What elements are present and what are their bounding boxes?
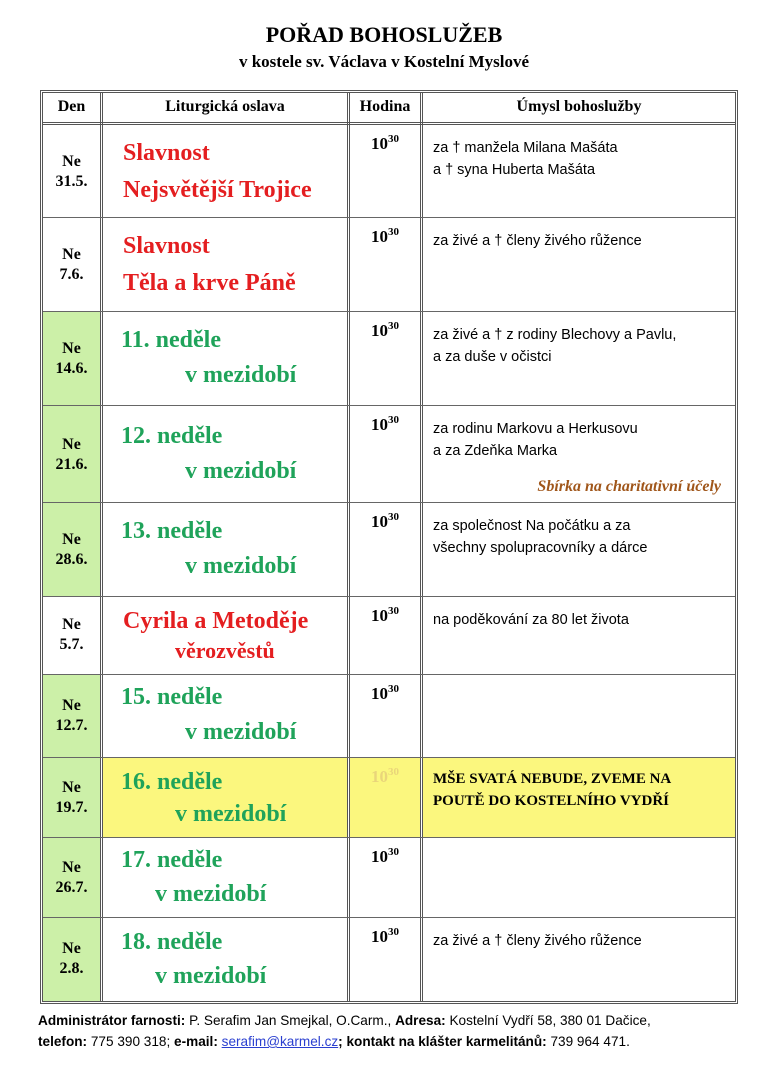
mass-time: $10^{30}$ (371, 226, 399, 246)
day-label: Ne (62, 859, 81, 876)
table-row (43, 503, 735, 597)
mass-intention: za živé a † z rodiny Blechovy a Pavlu, a za duše v očistci (433, 327, 677, 365)
mass-time: $10^{30}$ (371, 846, 399, 866)
liturgy-line2: věrozvěstů (175, 638, 275, 663)
column-header-hodina: Hodina (359, 98, 411, 115)
liturgy-line2: Těla a krve Páně (123, 270, 296, 296)
mass-intention: za živé a † členy živého růžence (433, 933, 642, 949)
table-row (43, 406, 735, 503)
table-row (43, 597, 735, 675)
day-label: Ne (62, 940, 81, 957)
email-link[interactable]: serafim@karmel.cz (221, 1034, 339, 1049)
footer-line-1 (38, 1010, 738, 1031)
liturgy-line1: 15. neděle (121, 684, 223, 710)
phone-value: 775 390 318; (90, 1034, 171, 1049)
mass-time: $10^{30}$ (371, 320, 399, 340)
day-label: Ne (62, 616, 81, 633)
date-label: 12.7. (55, 717, 88, 734)
liturgy-line1: 18. neděle (121, 929, 223, 955)
liturgy-line2: v mezidobí (175, 801, 287, 827)
admin-value: P. Serafim Jan Smejkal, O.Carm., (189, 1013, 392, 1028)
liturgy-line1: Cyrila a Metoděje (123, 608, 309, 634)
date-label: 5.7. (59, 636, 84, 653)
liturgy-line2: v mezidobí (155, 963, 267, 989)
date-label: 28.6. (55, 551, 88, 568)
table-row (43, 675, 735, 758)
mass-time: $10^{30}$ (371, 926, 399, 946)
liturgy-line1: Slavnost (123, 233, 210, 259)
mass-intention: za † manžela Milana Mašáta a † syna Huberta Mašáta (433, 140, 618, 178)
liturgy-line1: 17. neděle (121, 847, 223, 873)
mass-time: $10^{30}$ (371, 414, 399, 434)
mass-time: $10^{30}$ (371, 605, 399, 625)
mass-intention: na poděkování za 80 let života (433, 612, 629, 628)
footer-line-2: telefon: 775 390 318; e-mail: serafim@karmel.cz; kontakt na klášter karmelitánů: 739 964 471. (38, 1034, 630, 1049)
table-row (43, 918, 735, 1001)
day-label: Ne (62, 697, 81, 714)
address-value: Kostelní Vydří 58, 380 01 Dačice, (449, 1013, 651, 1028)
date-label: 14.6. (55, 360, 88, 377)
day-label: Ne (62, 340, 81, 357)
mass-intention: za živé a † členy živého růžence (433, 233, 642, 249)
column-header-liturgicka-oslava: Liturgická oslava (165, 98, 285, 115)
liturgy-line2: Nejsvětější Trojice (123, 177, 312, 203)
date-label: 31.5. (55, 173, 88, 190)
email-label: e-mail: (174, 1034, 218, 1049)
date-label: 19.7. (55, 799, 88, 816)
date-label: 26.7. (55, 879, 88, 896)
liturgy-line1: 12. neděle (121, 423, 223, 449)
date-label: 2.8. (59, 960, 84, 977)
collection-note: Sbírka na charitativní účely (537, 478, 721, 495)
footer-contact (38, 1010, 738, 1052)
column-header-umysl: Úmysl bohoslužby (516, 98, 642, 115)
day-label: Ne (62, 531, 81, 548)
contact-label: kontakt na klášter karmelitánů: (346, 1034, 547, 1049)
page-title: POŘAD BOHOSLUŽEB (265, 22, 503, 47)
day-label: Ne (62, 246, 81, 263)
table-row (43, 218, 735, 312)
date-label: 21.6. (55, 456, 88, 473)
liturgy-line2: v mezidobí (185, 553, 297, 579)
phone-label: telefon: (38, 1034, 88, 1049)
table-row (43, 758, 735, 838)
day-label: Ne (62, 436, 81, 453)
table-row (43, 125, 735, 218)
table-header (43, 93, 735, 125)
day-label: Ne (62, 779, 81, 796)
day-label: Ne (62, 153, 81, 170)
mass-cancelled-notice: MŠE SVATÁ NEBUDE, ZVEME NA POUTĚ DO KOSTELNÍHO VYDŘÍ (433, 771, 672, 809)
address-label: Adresa: (395, 1013, 446, 1028)
schedule-table (40, 90, 738, 1004)
liturgy-line1: 13. neděle (121, 518, 223, 544)
admin-label: Administrátor farnosti: (38, 1013, 186, 1028)
mass-time: $10^{30}$ (371, 133, 399, 153)
liturgy-line2: v mezidobí (155, 881, 267, 907)
mass-intention: za společnost Na počátku a za všechny spolupracovníky a dárce (433, 518, 648, 556)
contact-value: 739 964 471. (550, 1034, 630, 1049)
liturgy-line2: v mezidobí (185, 362, 297, 388)
mass-intention: za rodinu Markovu a Herkusovu a za Zdeňka Marka (433, 421, 638, 459)
mass-time: $10^{30}$ (371, 683, 399, 703)
liturgy-line1: Slavnost (123, 140, 210, 166)
mass-time: $10^{30}$ (371, 766, 399, 786)
column-header-den: Den (57, 98, 86, 115)
mass-time: $10^{30}$ (371, 511, 399, 531)
table-row (43, 312, 735, 406)
table-row (43, 838, 735, 918)
liturgy-line2: v mezidobí (185, 458, 297, 484)
liturgy-line1: 16. neděle (121, 769, 223, 795)
liturgy-line1: 11. neděle (121, 327, 221, 353)
page-subtitle: v kostele sv. Václava v Kostelní Myslové (238, 52, 530, 71)
liturgy-line2: v mezidobí (185, 719, 297, 745)
date-label: 7.6. (59, 266, 84, 283)
